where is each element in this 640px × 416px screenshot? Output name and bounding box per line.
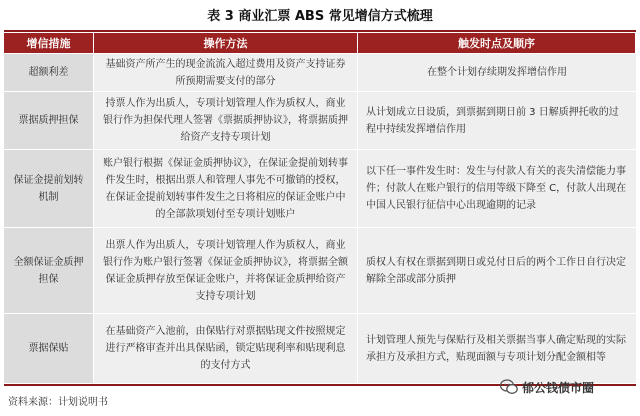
header-measure: 增信措施 (4, 33, 94, 53)
watermark-text: 郁公钱债市圈 (522, 380, 595, 395)
row-3-trigger: 以下任一事件发生时：发生与付款人有关的丧失清偿能力事件；付款人在账户银行的信用等级下降至 C，付款人出现在中国人民银行征信中心出现逾期的记录 (358, 149, 636, 227)
row-4-method: 出票人作为出质人，专项计划管理人作为质权人，商业银行作为账户银行签署《保证金质押协议》，将票据全额保证金质押存放至保证金账户，并将保证金质押给资产支持专项计划 (94, 227, 358, 313)
row-2-trigger: 从计划成立日设质，到票据到期日前 3 日解质押托收的过程中持续发挥增信作用 (358, 91, 636, 149)
row-3-method: 账户银行根据《保证金质押协议》，在保证金提前划转事件发生时，根据出票人和管理人事先不可撤销的授权，在保证金提前划转事件发生之日将相应的保证金账户中的全部款项划付至专项计划账户 (94, 149, 358, 227)
row-1-measure: 超额利差 (4, 53, 94, 91)
row-1-method: 基础资产所产生的现金流流入超过费用及资产支持证券所预期需要支付的部分 (94, 53, 358, 91)
watermark (500, 376, 636, 398)
row-5-method: 在基础资产入池前，由保贴行对票据贴现文件按照规定进行严格审查并出具保贴函，锁定贴现利率和贴现利息的支付方式 (94, 313, 358, 383)
header-trigger: 触发时点及顺序 (358, 33, 636, 53)
row-2-measure: 票据质押担保 (4, 91, 94, 149)
row-5-trigger: 计划管理人预先与保贴行及相关票据当事人确定贴现的实际承担方及承担方式，贴现面额与专项计划分配金额相等 (358, 313, 636, 383)
row-2-method: 持票人作为出质人，专项计划管理人作为质权人，商业银行作为担保代理人签署《票据质押协议》，将票据质押给资产支持专项计划 (94, 91, 358, 149)
source-note: 资料来源：计划说明书 (8, 397, 108, 408)
row-4-measure: 全额保证金质押担保 (4, 227, 94, 313)
wechat-icon (500, 379, 518, 395)
row-3-measure: 保证金提前划转机制 (4, 149, 94, 227)
row-5-measure: 票据保贴 (4, 313, 94, 383)
enhancement-table (4, 33, 636, 383)
row-4-trigger: 质权人有权在票据到期日或兑付日后的两个工作日自行决定解除全部或部分质押 (358, 227, 636, 313)
top-rule (4, 30, 636, 32)
row-1-trigger: 在整个计划存续期发挥增信作用 (358, 53, 636, 91)
header-method: 操作方法 (94, 33, 358, 53)
table-title: 表 3 商业汇票 ABS 常见增信方式梳理 (207, 9, 433, 24)
